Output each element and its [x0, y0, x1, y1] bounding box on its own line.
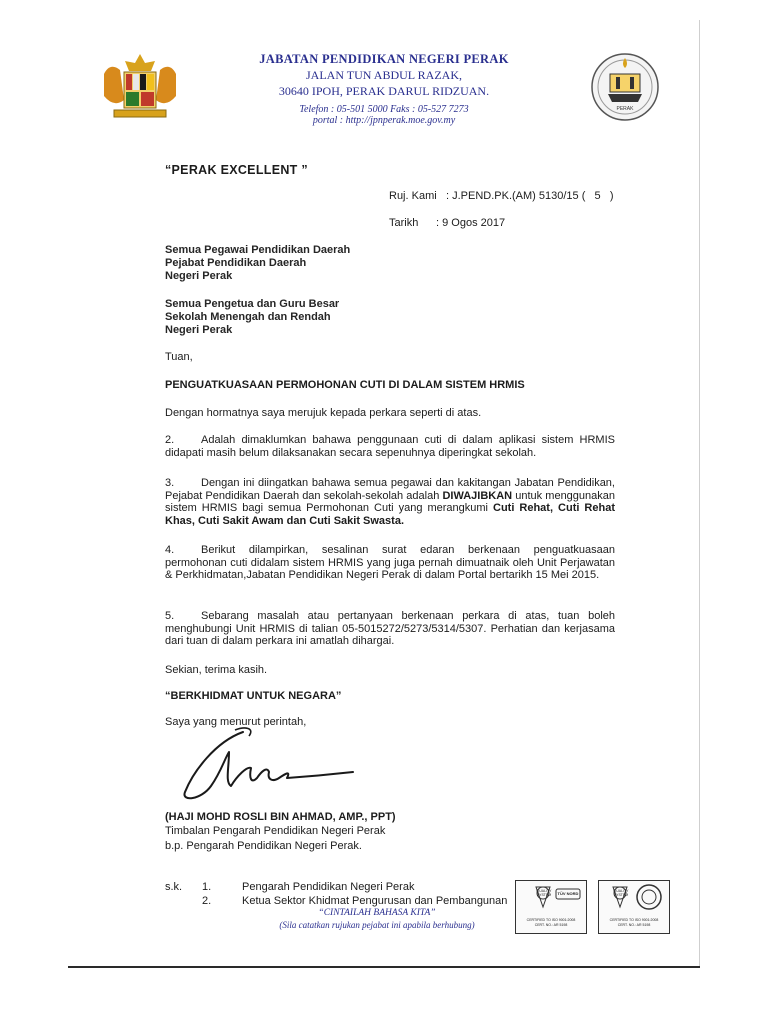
footer-reference-note: (Sila catatkan rujukan pejabat ini apabila berhubung): [279, 920, 475, 930]
cert-label: QUALITY SYSTEM: [613, 889, 629, 897]
signatory-name: (HAJI MOHD ROSLI BIN AHMAD, AMP., PPT): [165, 811, 396, 823]
org-street: JALAN TUN ABDUL RAZAK,: [306, 68, 462, 82]
paragraph-number: 5.: [165, 610, 175, 622]
service-motto: “BERKHIDMAT UNTUK NEGARA”: [165, 690, 342, 702]
paragraph-text: Berikut dilampirkan, sesalinan surat edaran berkenaan penguatkuasaan permohonan cuti didalam sistem HRMIS yang juga pernah dimuatnaik oleh Unit Perjawatan & Perkhidmatan,Jabatan Pendidikan Negeri Perak di dalam Portal bertarikh 15 Mei 2015.: [165, 544, 615, 581]
iso-certification-badge: [515, 880, 587, 934]
cert-caption: CERTIFIED TO ISO 9001:2008 CERT. NO.: AR 5198: [526, 918, 576, 927]
recipient-line: Negeri Perak: [165, 270, 233, 282]
paragraph-text: untuk menggunakan sistem HRMIS bagi semua Permohonan Cuti yang merangkumi: [165, 489, 616, 514]
footer-language-slogan: “CINTAILAH BAHASA KITA”: [318, 908, 436, 918]
paragraph-number: 2.: [165, 434, 175, 446]
org-city: 30640 IPOH, PERAK DARUL RIDZUAN.: [278, 84, 490, 98]
reference-value: : J.PEND.PK.(AM) 5130/15 ( 5 ): [446, 190, 614, 202]
paragraph-number: 3.: [165, 477, 175, 489]
recipient-line: Sekolah Menengah dan Rendah: [165, 311, 331, 323]
department-logo-text: PERAK: [616, 106, 634, 112]
cc-item-text: Ketua Sektor Khidmat Pengurusan dan Pembangunan: [242, 895, 508, 907]
org-portal: portal : http://jpnperak.moe.gov.my: [312, 115, 456, 126]
handwritten-signature: [175, 722, 365, 804]
emphasis-text: DIWAJIBKAN: [442, 489, 513, 502]
cc-item-number: 1.: [202, 881, 212, 893]
recipient-line: Semua Pegawai Pendidikan Daerah: [165, 244, 351, 256]
cert-label: QUALITY SYSTEM: [536, 889, 552, 897]
paragraph-5: [165, 610, 615, 648]
cc-label: s.k.: [165, 881, 183, 893]
org-phone: Telefon : 05-501 5000 Faks : 05-527 7273: [299, 104, 469, 115]
recipients-group-1: [165, 244, 350, 283]
signatory-title: Timbalan Pengarah Pendidikan Negeri Perak: [165, 825, 386, 837]
paragraph-2: [165, 434, 615, 459]
paragraph-text: Dengan ini diingatkan bahawa semua pegawai dan kakitangan Jabatan Pendidikan, Pejabat Pendidikan Daerah dan sekolah-sekolah adalah: [165, 477, 615, 502]
iso-certification-badge: [598, 880, 670, 934]
cert-caption: CERTIFIED TO ISO 9001:2008 CERT. NO.: AR 5198: [609, 918, 659, 927]
salutation: Tuan,: [165, 351, 193, 363]
emphasis-text: Cuti Rehat, Cuti Rehat Khas, Cuti Sakit Awam dan Cuti Sakit Swasta.: [165, 502, 615, 527]
cc-item-number: 2.: [202, 895, 212, 907]
closing-line: Sekian, terima kasih.: [165, 664, 268, 676]
paragraph-4: [165, 544, 615, 582]
signatory-on-behalf: b.p. Pengarah Pendidikan Negeri Perak.: [165, 840, 362, 852]
by-order-line: Saya yang menurut perintah,: [165, 716, 307, 728]
recipient-line: Negeri Perak: [165, 324, 233, 336]
date-label: Tarikh: [389, 217, 419, 229]
intro-paragraph: Dengan hormatnya saya merujuk kepada perkara seperti di atas.: [165, 407, 482, 419]
org-name: JABATAN PENDIDIKAN NEGERI PERAK: [259, 52, 509, 66]
department-logo: [590, 52, 660, 122]
date-value: : 9 Ogos 2017: [436, 217, 506, 229]
subject-heading: PENGUATKUASAAN PERMOHONAN CUTI DI DALAM SISTEM HRMIS: [165, 379, 525, 391]
reference-label: Ruj. Kami: [389, 190, 437, 202]
slogan: “PERAK EXCELLENT ”: [165, 163, 308, 177]
paragraph-3: [165, 477, 615, 527]
paragraph-number: 4.: [165, 544, 175, 556]
paragraph-text: Adalah dimaklumkan bahawa penggunaan cuti di dalam aplikasi sistem HRMIS didapati masih belum dilaksanakan secara sepenuhnya diperingkat sekolah.: [165, 434, 615, 459]
page-bottom-edge: [68, 966, 700, 968]
page-right-edge: [699, 20, 700, 966]
paragraph-text: Sebarang masalah atau pertanyaan berkenaan perkara di atas, tuan boleh menghubungi Unit HRMIS di talian 05-5015272/5273/5314/5307. Perhatian dan kerjasama dari tuan di dalam perkara ini amatlah dihargai.: [165, 610, 615, 647]
state-crest-logo: [96, 52, 184, 122]
recipient-line: Pejabat Pendidikan Daerah: [165, 257, 307, 269]
recipients-group-2: [165, 298, 339, 337]
cert-brand: TÜV NORD: [557, 891, 579, 896]
recipient-line: Semua Pengetua dan Guru Besar: [165, 298, 340, 310]
cc-item-text: Pengarah Pendidikan Negeri Perak: [242, 881, 415, 893]
